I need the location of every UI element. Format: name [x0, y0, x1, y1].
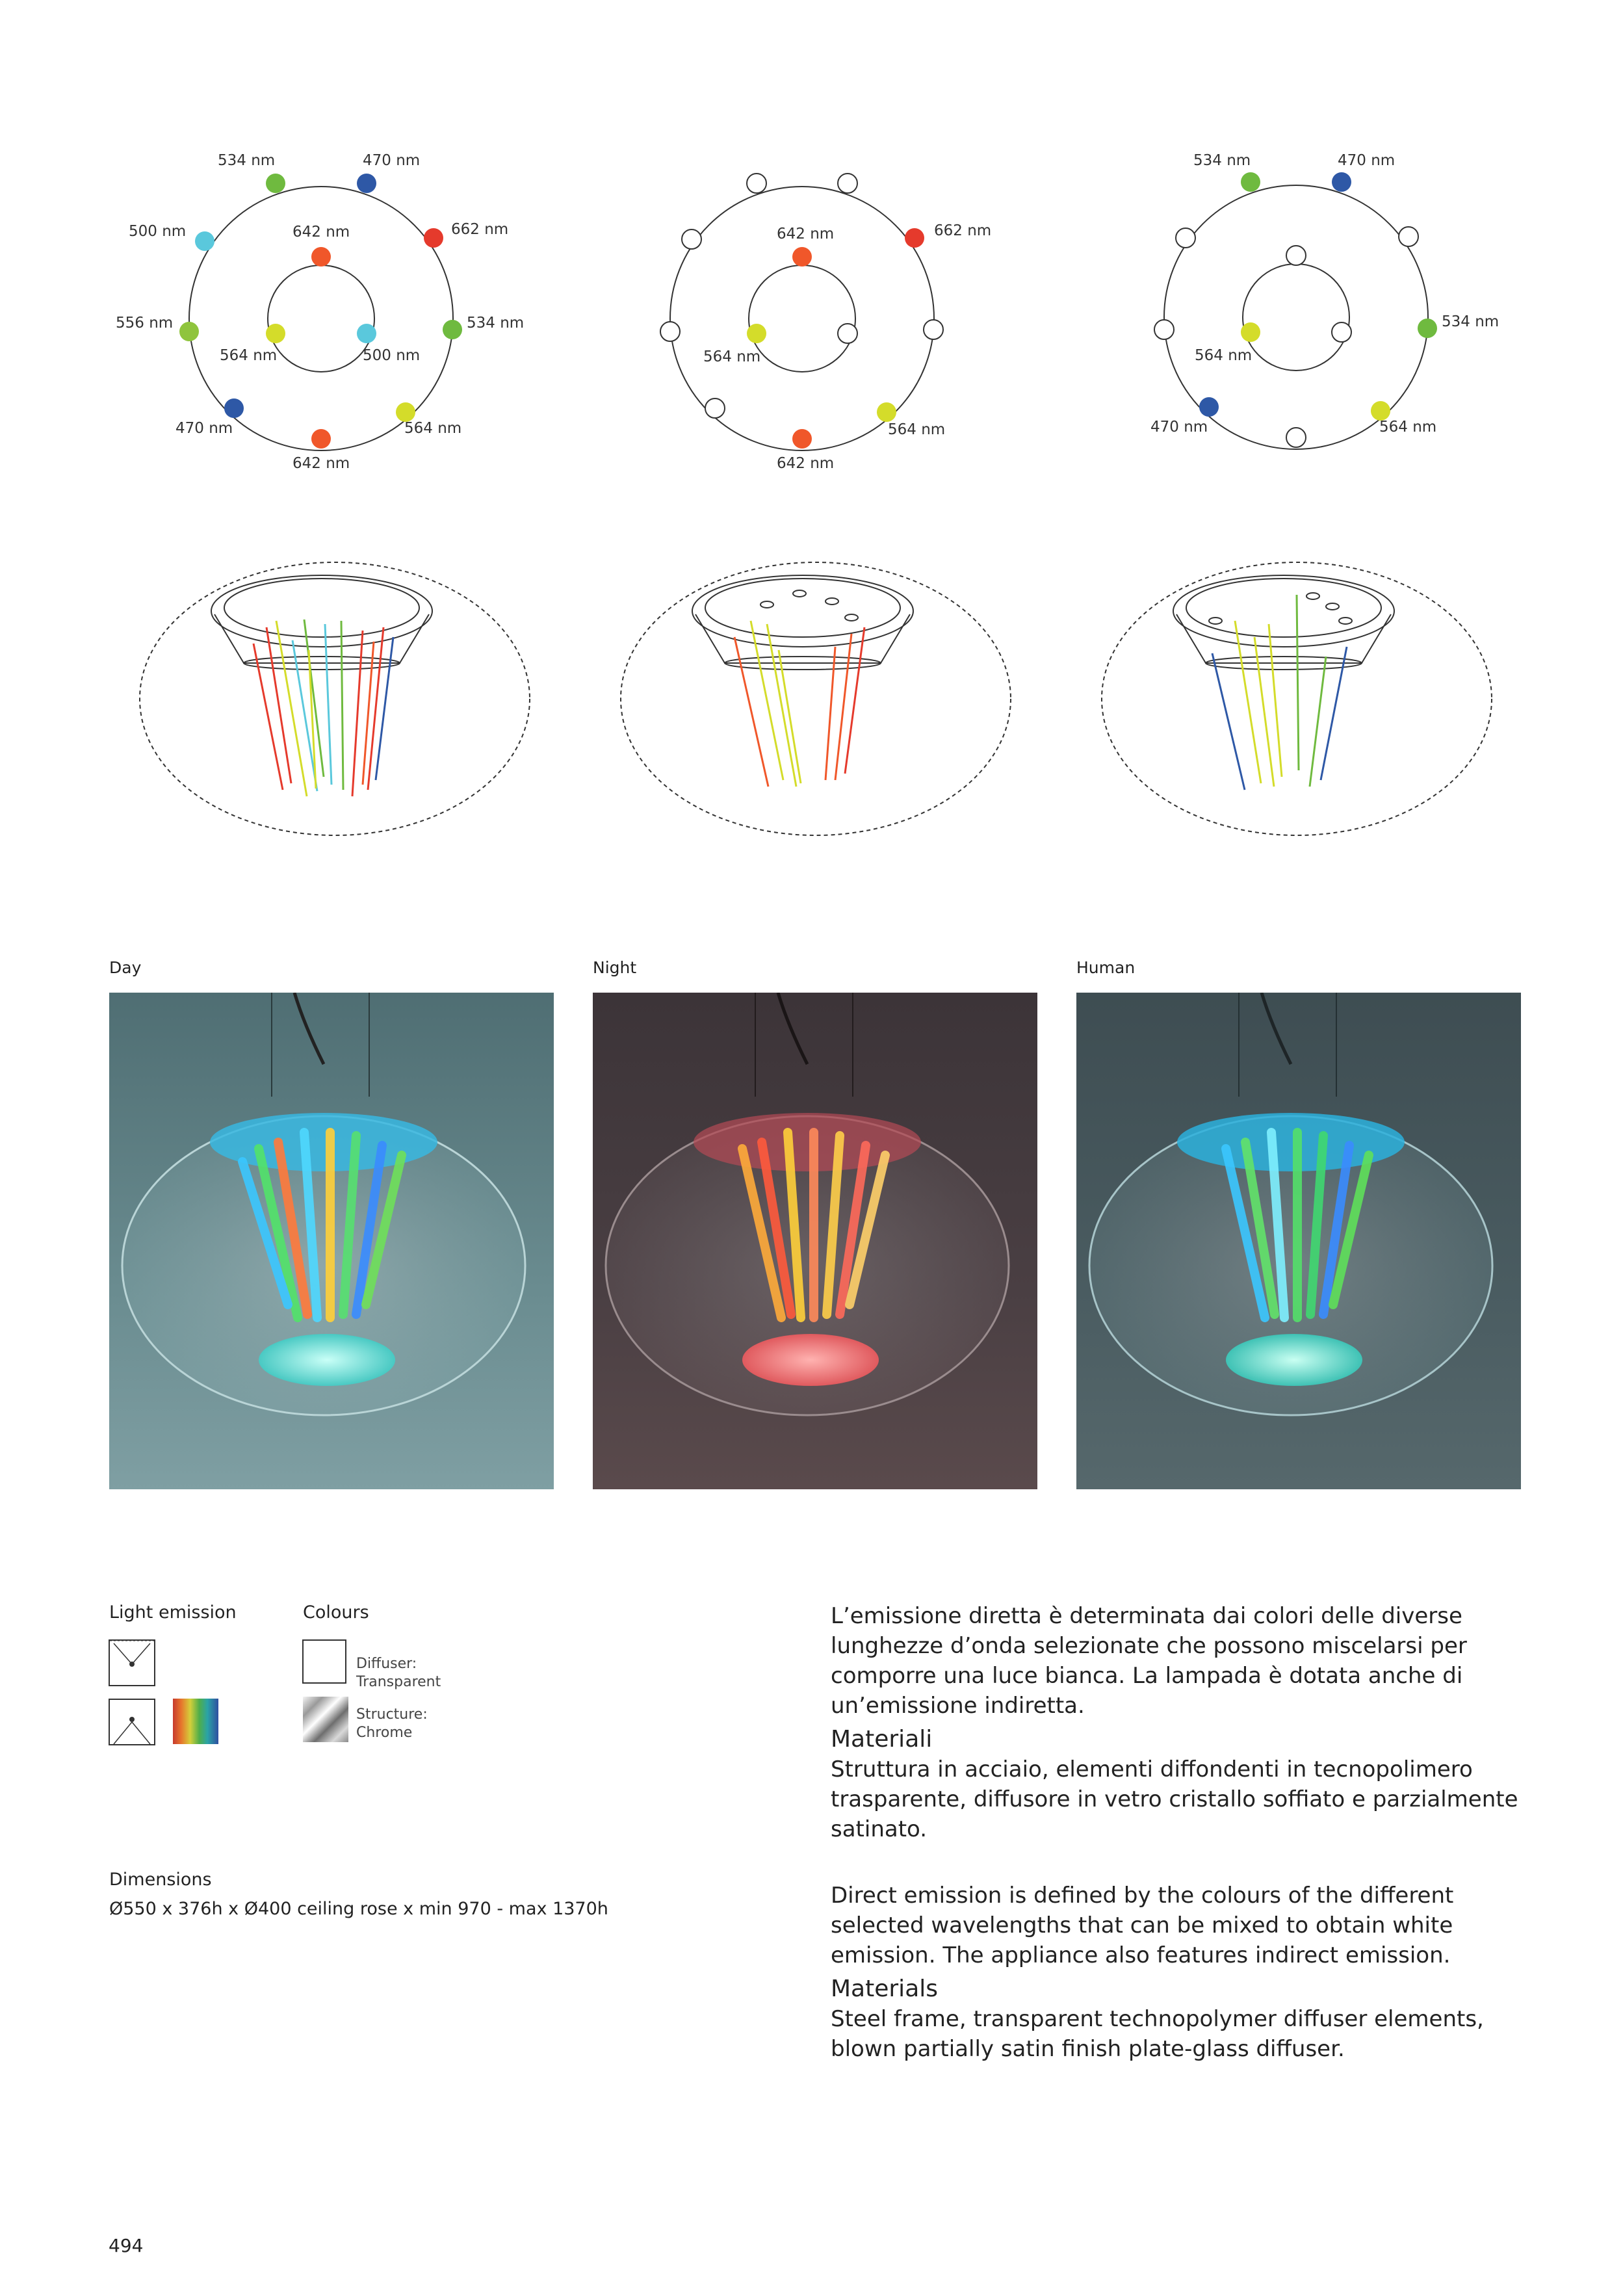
- wavelength-label: 662 nm: [934, 222, 992, 239]
- photo-day: [109, 993, 554, 1489]
- led-dot: [1241, 322, 1260, 342]
- dimensions-value: Ø550 x 376h x Ø400 ceiling rose x min 970 - max 1370h: [109, 1899, 608, 1919]
- lamp-drawing-night: [617, 556, 1014, 861]
- wavelength-label: 662 nm: [451, 221, 509, 238]
- led-dot: [1332, 172, 1351, 192]
- wavelength-label: 642 nm: [777, 226, 835, 242]
- led-dot: [357, 324, 376, 343]
- direct-emission-icon: [109, 1639, 155, 1686]
- description-it: [831, 1601, 1526, 1844]
- wavelength-label: 564 nm: [404, 420, 462, 437]
- led-dot: [747, 324, 766, 343]
- diffuser-transparent-swatch: [302, 1639, 346, 1684]
- led-dot: [179, 322, 199, 341]
- description-en-intro: Direct emission is defined by the colours of the different selected wavelengths that can be mixed to obtain white emission. The appliance also features indirect emission.: [831, 1883, 1454, 1968]
- led-dot: [266, 324, 285, 343]
- materiali-heading: Materiali: [831, 1726, 933, 1753]
- wavelength-diagram-day-svg: [169, 143, 494, 468]
- led-dot: [1241, 172, 1260, 192]
- led-dot: [792, 429, 812, 449]
- colours-title: Colours: [303, 1602, 369, 1623]
- wavelength-label: 564 nm: [888, 421, 946, 438]
- wavelength-label: 564 nm: [220, 347, 278, 364]
- photo-night: [593, 993, 1037, 1489]
- wavelength-label: 564 nm: [1379, 419, 1437, 436]
- wavelength-label: 642 nm: [777, 455, 835, 472]
- wavelength-diagram-night: [650, 143, 975, 468]
- led-dot: [443, 320, 462, 339]
- photo-label-human: Human: [1076, 958, 1136, 977]
- wavelength-label: 534 nm: [467, 315, 525, 332]
- led-dot: [357, 174, 376, 193]
- led-dot: [311, 247, 331, 267]
- led-dot: [1371, 401, 1390, 421]
- structure-label: Structure:: [356, 1706, 428, 1723]
- wavelength-label: 642 nm: [292, 455, 350, 472]
- lamp-photo-day: [109, 993, 554, 1489]
- description-it-intro: L’emissione diretta è determinata dai colori delle diverse lunghezze d’onda selezionate che possono miscelarsi per comporre una luce bianca. La lampada è dotata anche di un’emissione indiretta.: [831, 1603, 1467, 1719]
- led-dot: [905, 228, 924, 248]
- wavelength-label: 500 nm: [363, 347, 421, 364]
- light-emission-title: Light emission: [109, 1602, 237, 1623]
- wavelength-label: 642 nm: [292, 224, 350, 241]
- page-number: 494: [109, 2235, 144, 2256]
- diffuser-label: Diffuser:: [356, 1656, 417, 1672]
- led-dot: [1199, 397, 1219, 417]
- led-dot: [424, 228, 443, 248]
- lamp-photo-human: [1076, 993, 1521, 1489]
- diffuser-value: Transparent: [356, 1674, 441, 1690]
- lamp-photo-night: [593, 993, 1037, 1489]
- led-dot: [195, 231, 214, 251]
- lamp-drawing-day: [136, 556, 533, 861]
- wavelength-label: 470 nm: [175, 420, 233, 437]
- wavelength-label: 534 nm: [218, 152, 276, 169]
- indirect-emission-icon: [109, 1699, 155, 1745]
- materials-text: Steel frame, transparent technopolymer diffuser elements, blown partially satin finish plate-glass diffuser.: [831, 2006, 1484, 2062]
- led-dot: [792, 247, 812, 267]
- wavelength-label: 470 nm: [1150, 419, 1208, 436]
- dimensions-title: Dimensions: [109, 1870, 212, 1890]
- lamp-drawing-human: [1098, 556, 1495, 861]
- photo-label-day: Day: [109, 958, 142, 977]
- wavelength-label: 564 nm: [703, 348, 761, 365]
- materiali-text: Struttura in acciaio, elementi diffondenti in tecnopolimero trasparente, diffusore in vetro cristallo soffiato e parzialmente satinato.: [831, 1756, 1518, 1842]
- led-dot: [1418, 319, 1437, 338]
- wavelength-label: 500 nm: [129, 223, 187, 240]
- wavelength-label: 534 nm: [1193, 152, 1251, 169]
- description-en: [831, 1881, 1526, 2064]
- wavelength-label: 470 nm: [363, 152, 421, 169]
- led-dot: [396, 402, 415, 422]
- wavelength-diagram-night-svg: [650, 143, 975, 468]
- photo-label-night: Night: [593, 958, 637, 977]
- materials-heading: Materials: [831, 1976, 939, 2002]
- led-dot: [224, 398, 244, 418]
- led-dot: [266, 174, 285, 193]
- led-dot: [877, 402, 896, 422]
- structure-chrome-swatch: [303, 1697, 348, 1742]
- wavelength-label: 564 nm: [1195, 347, 1253, 364]
- rgb-spectrum-swatch: [173, 1699, 218, 1744]
- structure-value: Chrome: [356, 1725, 413, 1741]
- led-dot: [311, 429, 331, 449]
- photo-human: [1076, 993, 1521, 1489]
- wavelength-label: 470 nm: [1338, 152, 1396, 169]
- wavelength-label: 534 nm: [1442, 313, 1500, 330]
- wavelength-diagram-day: [169, 143, 494, 468]
- wavelength-label: 556 nm: [116, 315, 174, 332]
